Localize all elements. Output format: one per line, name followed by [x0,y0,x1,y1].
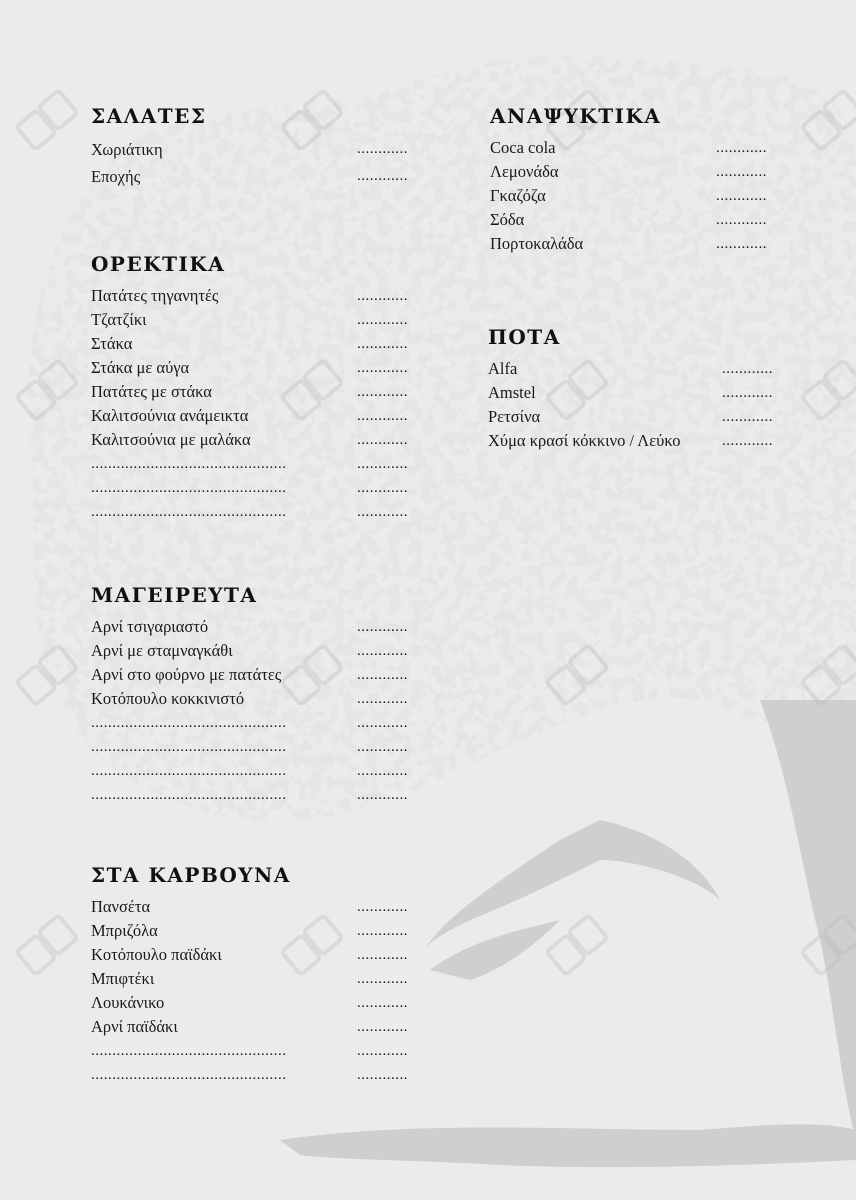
menu-item [91,919,408,943]
item-name: Πατάτες τηγανητές [91,286,219,305]
item-price: ............ [357,408,408,424]
item-name: Αρνί τσιγαριαστό [91,617,209,636]
item-price: ............ [716,140,767,156]
item-name: Coca cola [490,138,556,157]
item-price: ............ [357,899,408,915]
item-price: ............ [357,504,408,520]
item-name: Ρετσίνα [488,407,541,426]
menu-item [91,380,408,404]
item-price: ............ [357,1043,408,1059]
item-name-placeholder: .............................................. [91,787,287,803]
item-price: ............ [357,288,408,304]
menu-section-mageireuta [91,583,408,807]
item-name-placeholder: .............................................. [91,480,287,496]
menu-item [490,136,767,160]
menu-item [91,663,408,687]
menu-section-orektika [91,252,408,524]
item-price: ............ [357,168,408,184]
item-name: Μπιφτέκι [91,969,155,988]
item-price: ............ [357,336,408,352]
item-price: ............ [722,385,773,401]
item-price: ............ [357,1067,408,1083]
menu-item [490,160,767,184]
item-price: ............ [357,787,408,803]
menu-section-pota [488,325,773,453]
item-price: ............ [357,691,408,707]
item-price: ............ [357,763,408,779]
menu-item-blank [91,1039,408,1063]
item-name: Μπριζόλα [91,921,158,940]
item-price: ............ [357,432,408,448]
item-name-placeholder: .............................................. [91,1043,287,1059]
item-name: Κοτόπουλο κοκκινιστό [91,689,245,708]
menu-section-karvouna [91,863,408,1087]
item-name: Πανσέτα [91,897,151,916]
item-price: ............ [357,384,408,400]
menu-item [91,639,408,663]
menu-item [91,428,408,452]
item-name: Εποχής [91,167,141,186]
item-price: ............ [357,360,408,376]
menu-item [490,184,767,208]
menu-item [91,308,408,332]
item-name: Στάκα με αύγα [91,358,190,377]
item-name-placeholder: .............................................. [91,1067,287,1083]
menu-item-blank [91,500,408,524]
menu-item-blank [91,452,408,476]
item-name: Καλιτσούνια με μαλάκα [91,430,251,449]
item-name: Γκαζόζα [490,186,546,205]
item-price: ............ [716,164,767,180]
item-price: ............ [357,456,408,472]
item-price: ............ [357,643,408,659]
menu-item [91,163,408,190]
menu-item [91,943,408,967]
section-title: ΑΝΑΨΥΚΤΙΚΑ [490,104,662,128]
section-title: ΠΟΤΑ [488,325,561,349]
item-price: ............ [716,188,767,204]
item-price: ............ [357,715,408,731]
menu-item-blank [91,476,408,500]
item-price: ............ [357,739,408,755]
menu-item [488,381,773,405]
item-price: ............ [357,971,408,987]
item-name: Τζατζίκι [91,310,147,329]
menu-item [91,991,408,1015]
menu-item [91,404,408,428]
menu-item-blank [91,735,408,759]
item-price: ............ [357,619,408,635]
menu-item [91,615,408,639]
menu-section-salates [91,104,408,190]
item-price: ............ [357,1019,408,1035]
item-name: Στάκα [91,334,133,353]
item-name: Αρνί παϊδάκι [91,1017,178,1036]
menu-item [490,208,767,232]
section-title: ΜΑΓΕΙΡΕΥΤΑ [91,583,258,607]
menu-item-blank [91,759,408,783]
menu-item [490,232,767,256]
item-name: Χωριάτικη [91,140,163,159]
item-price: ............ [722,433,773,449]
item-price: ............ [357,312,408,328]
item-name: Αρνί στο φούρνο με πατάτες [91,665,282,684]
item-price: ............ [722,361,773,377]
item-price: ............ [357,667,408,683]
menu-item [488,405,773,429]
item-name: Amstel [488,383,536,402]
item-name-placeholder: .............................................. [91,504,287,520]
menu-section-anapsyktika [490,104,767,256]
section-title: ΣΑΛΑΤΕΣ [91,104,207,128]
item-name: Λουκάνικο [91,993,165,1012]
item-name: Πορτοκαλάδα [490,234,584,253]
menu-item [91,356,408,380]
menu-item [91,284,408,308]
item-name: Alfa [488,359,518,378]
item-price: ............ [357,947,408,963]
item-name: Λεμονάδα [490,162,559,181]
item-price: ............ [357,141,408,157]
item-name-placeholder: .............................................. [91,739,287,755]
item-price: ............ [716,236,767,252]
item-name: Πατάτες με στάκα [91,382,212,401]
item-price: ............ [716,212,767,228]
item-name: Αρνί με σταμναγκάθι [91,641,233,660]
menu-item [91,136,408,163]
item-price: ............ [357,923,408,939]
menu-item [91,1015,408,1039]
menu-item [488,429,773,453]
menu-item-blank [91,783,408,807]
item-price: ............ [357,480,408,496]
menu-item-blank [91,711,408,735]
item-price: ............ [357,995,408,1011]
item-name: Σόδα [490,210,525,229]
item-name-placeholder: .............................................. [91,715,287,731]
menu-item [91,687,408,711]
item-name: Καλιτσούνια ανάμεικτα [91,406,249,425]
menu-item [91,895,408,919]
menu-item [488,357,773,381]
section-title: ΟΡΕΚΤΙΚΑ [91,252,226,276]
item-name-placeholder: .............................................. [91,456,287,472]
menu-item-blank [91,1063,408,1087]
section-title: ΣΤΑ ΚΑΡΒΟΥΝΑ [91,863,291,887]
item-name-placeholder: .............................................. [91,763,287,779]
item-name: Κοτόπουλο παϊδάκι [91,945,222,964]
menu-item [91,967,408,991]
menu-item [91,332,408,356]
item-price: ............ [722,409,773,425]
item-name: Χύμα κρασί κόκκινο / Λεύκο [488,431,681,450]
